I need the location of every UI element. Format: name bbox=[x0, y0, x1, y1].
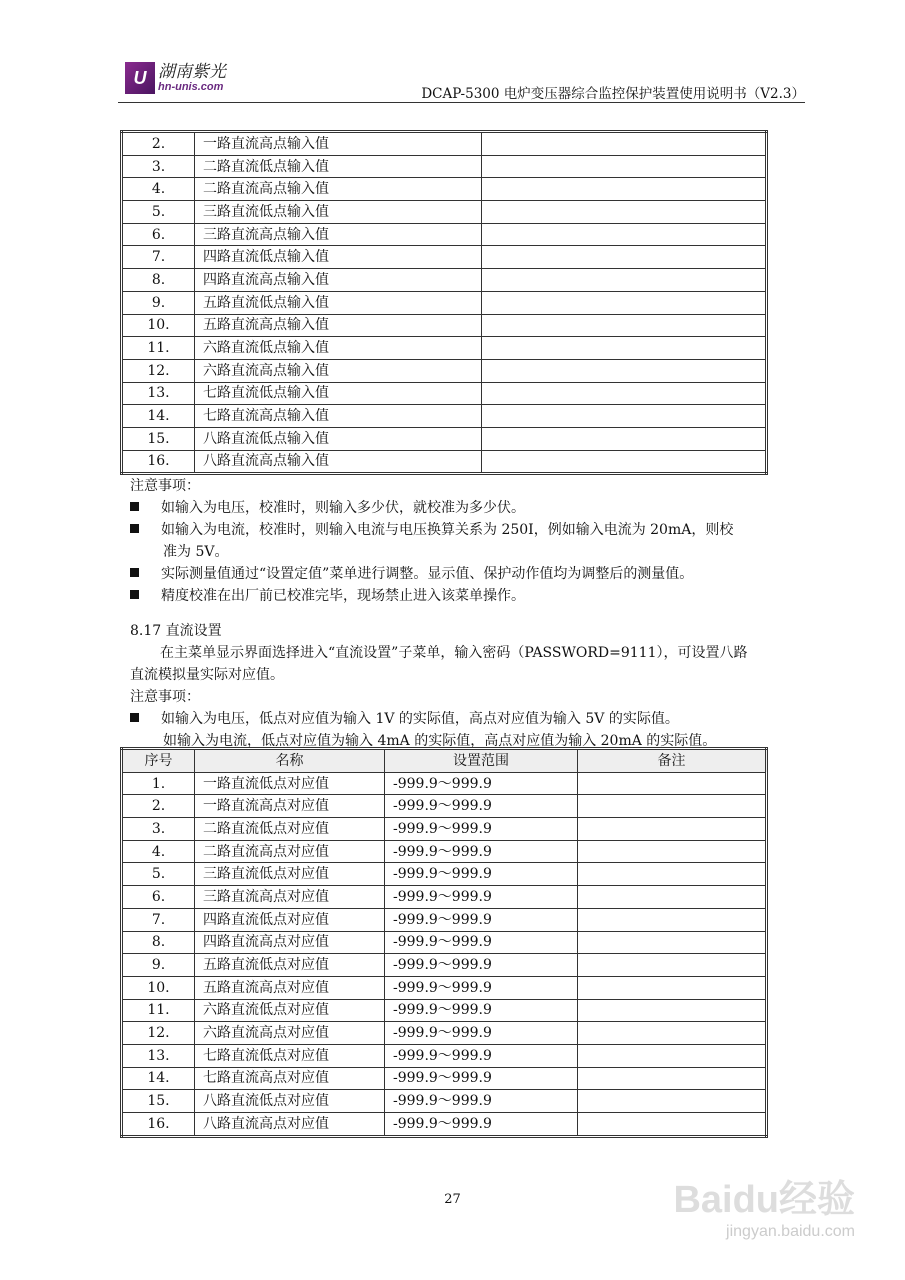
table-cell: -999.9～999.9 bbox=[385, 840, 578, 863]
table-cell: -999.9～999.9 bbox=[385, 772, 578, 795]
table-cell: 七路直流低点对应值 bbox=[195, 1044, 385, 1067]
table-cell: 四路直流高点输入值 bbox=[195, 269, 482, 292]
table-cell: 六路直流高点输入值 bbox=[195, 359, 482, 382]
table-cell: 一路直流高点输入值 bbox=[195, 132, 482, 156]
section-paragraph-cont: 直流模拟量实际对应值。 bbox=[130, 667, 284, 683]
table-cell: 11. bbox=[122, 337, 195, 360]
table-cell: -999.9～999.9 bbox=[385, 931, 578, 954]
section-heading: 8.17 直流设置 bbox=[130, 623, 222, 639]
table-cell bbox=[482, 132, 767, 156]
table-cell: 3. bbox=[122, 155, 195, 178]
logo-cn: 湖南紫光 bbox=[158, 62, 226, 82]
table-header-row bbox=[122, 749, 767, 773]
table-row bbox=[122, 1022, 767, 1045]
table-cell: 14. bbox=[122, 1067, 195, 1090]
bullet-icon bbox=[130, 502, 139, 511]
table-cell bbox=[482, 359, 767, 382]
table-cell bbox=[578, 954, 767, 977]
table-row bbox=[122, 931, 767, 954]
table-cell bbox=[482, 337, 767, 360]
table-cell: -999.9～999.9 bbox=[385, 863, 578, 886]
table-cell: -999.9～999.9 bbox=[385, 818, 578, 841]
table-cell: 五路直流低点输入值 bbox=[195, 291, 482, 314]
table-cell: 4. bbox=[122, 178, 195, 201]
note-item: 如输入为电压，校准时，则输入多少伏，就校准为多少伏。 bbox=[130, 497, 810, 519]
table-row bbox=[122, 886, 767, 909]
notes-title: 注意事项： bbox=[130, 689, 200, 705]
table-row bbox=[122, 337, 767, 360]
table-cell bbox=[578, 908, 767, 931]
header-divider bbox=[118, 102, 805, 103]
table-cell: -999.9～999.9 bbox=[385, 886, 578, 909]
table-cell: 9. bbox=[122, 291, 195, 314]
table-row bbox=[122, 976, 767, 999]
table-cell bbox=[578, 1044, 767, 1067]
table-cell: 八路直流高点对应值 bbox=[195, 1113, 385, 1137]
table-row bbox=[122, 291, 767, 314]
table-cell: 6. bbox=[122, 223, 195, 246]
table-cell: 三路直流低点对应值 bbox=[195, 863, 385, 886]
table-cell: 15. bbox=[122, 1090, 195, 1113]
table-cell: 7. bbox=[122, 908, 195, 931]
section-paragraph: 在主菜单显示界面选择进入“直流设置”子菜单，输入密码（PASSWORD=9111），可设置八路 bbox=[160, 645, 748, 661]
table-cell: 五路直流高点输入值 bbox=[195, 314, 482, 337]
logo-url: hn-unis.com bbox=[158, 81, 224, 93]
table-row bbox=[122, 1044, 767, 1067]
table-row bbox=[122, 954, 767, 977]
table-cell: -999.9～999.9 bbox=[385, 999, 578, 1022]
col-header: 备注 bbox=[578, 749, 767, 773]
table-cell bbox=[482, 223, 767, 246]
table-row bbox=[122, 223, 767, 246]
table-cell: 12. bbox=[122, 1022, 195, 1045]
table-row bbox=[122, 840, 767, 863]
table-cell: 三路直流高点输入值 bbox=[195, 223, 482, 246]
table-cell: -999.9～999.9 bbox=[385, 1090, 578, 1113]
table-row bbox=[122, 201, 767, 224]
table-row bbox=[122, 269, 767, 292]
note-item: 如输入为电压，低点对应值为输入 1V 的实际值，高点对应值为输入 5V 的实际值。 如输入为电流，低点对应值为输入 4mA 的实际值，高点对应值为输入 20mA 的实际值。 bbox=[130, 708, 810, 752]
table-cell: 八路直流低点对应值 bbox=[195, 1090, 385, 1113]
table-cell bbox=[482, 450, 767, 474]
table-cell: 6. bbox=[122, 886, 195, 909]
table-cell bbox=[578, 772, 767, 795]
table-cell: 二路直流低点输入值 bbox=[195, 155, 482, 178]
note-item: 实际测量值通过“设置定值”菜单进行调整。显示值、保护动作值均为调整后的测量值。 bbox=[130, 563, 810, 585]
table-cell: 14. bbox=[122, 405, 195, 428]
table-cell bbox=[578, 1090, 767, 1113]
table-cell: 六路直流低点对应值 bbox=[195, 999, 385, 1022]
table-cell: -999.9～999.9 bbox=[385, 976, 578, 999]
table-cell: 1. bbox=[122, 772, 195, 795]
table-row bbox=[122, 382, 767, 405]
table-row bbox=[122, 818, 767, 841]
table-row bbox=[122, 427, 767, 450]
table-cell: 八路直流低点输入值 bbox=[195, 427, 482, 450]
table-cell: -999.9～999.9 bbox=[385, 1022, 578, 1045]
table-cell: 四路直流低点对应值 bbox=[195, 908, 385, 931]
table-cell bbox=[578, 976, 767, 999]
table-row bbox=[122, 999, 767, 1022]
table-row bbox=[122, 246, 767, 269]
table-cell: 六路直流高点对应值 bbox=[195, 1022, 385, 1045]
table-cell: 13. bbox=[122, 1044, 195, 1067]
table-row bbox=[122, 1113, 767, 1137]
bullet-icon bbox=[130, 590, 139, 599]
table-row bbox=[122, 1067, 767, 1090]
table-cell bbox=[482, 382, 767, 405]
header-title: DCAP-5300 电炉变压器综合监控保护装置使用说明书（V2.3） bbox=[421, 86, 805, 102]
table-cell bbox=[578, 886, 767, 909]
table-row bbox=[122, 863, 767, 886]
col-header: 名称 bbox=[195, 749, 385, 773]
table-cell: 2. bbox=[122, 132, 195, 156]
table-cell: -999.9～999.9 bbox=[385, 795, 578, 818]
col-header: 设置范围 bbox=[385, 749, 578, 773]
table-cell bbox=[482, 405, 767, 428]
table-cell bbox=[482, 427, 767, 450]
table-cell bbox=[482, 246, 767, 269]
table-cell: 5. bbox=[122, 201, 195, 224]
table-cell: 二路直流高点对应值 bbox=[195, 840, 385, 863]
table-cell: 11. bbox=[122, 999, 195, 1022]
table-cell: 4. bbox=[122, 840, 195, 863]
table-row bbox=[122, 405, 767, 428]
table-cell: -999.9～999.9 bbox=[385, 908, 578, 931]
table-cell: 16. bbox=[122, 450, 195, 474]
dc-settings-table bbox=[120, 747, 768, 1138]
table-cell bbox=[578, 840, 767, 863]
table-cell: -999.9～999.9 bbox=[385, 1044, 578, 1067]
table-cell: 8. bbox=[122, 269, 195, 292]
table-cell: 12. bbox=[122, 359, 195, 382]
table-cell bbox=[578, 818, 767, 841]
bullet-icon bbox=[130, 524, 139, 533]
table-cell: 10. bbox=[122, 314, 195, 337]
table-cell: 一路直流低点对应值 bbox=[195, 772, 385, 795]
table-cell bbox=[482, 269, 767, 292]
table-cell bbox=[578, 931, 767, 954]
table-cell bbox=[578, 1067, 767, 1090]
calibration-table bbox=[120, 130, 768, 475]
table-cell: 2. bbox=[122, 795, 195, 818]
table-cell: 一路直流高点对应值 bbox=[195, 795, 385, 818]
table-row bbox=[122, 908, 767, 931]
table-cell bbox=[482, 155, 767, 178]
table-cell bbox=[482, 178, 767, 201]
bullet-icon bbox=[130, 568, 139, 577]
table-row bbox=[122, 155, 767, 178]
table-cell: 七路直流高点输入值 bbox=[195, 405, 482, 428]
table-cell: 10. bbox=[122, 976, 195, 999]
table-cell: 五路直流低点对应值 bbox=[195, 954, 385, 977]
table-cell: 八路直流高点输入值 bbox=[195, 450, 482, 474]
table-row bbox=[122, 795, 767, 818]
table-cell: 四路直流低点输入值 bbox=[195, 246, 482, 269]
watermark: Baidu经验 jingyan.baidu.com bbox=[673, 1179, 855, 1240]
table-row bbox=[122, 772, 767, 795]
table-cell: 四路直流高点对应值 bbox=[195, 931, 385, 954]
table-cell: 9. bbox=[122, 954, 195, 977]
table-cell: 15. bbox=[122, 427, 195, 450]
table-row bbox=[122, 450, 767, 474]
table-cell: 16. bbox=[122, 1113, 195, 1137]
company-logo bbox=[125, 62, 226, 94]
table-cell: 七路直流高点对应值 bbox=[195, 1067, 385, 1090]
table-cell: 二路直流高点输入值 bbox=[195, 178, 482, 201]
table-cell: 8. bbox=[122, 931, 195, 954]
table-cell bbox=[578, 1113, 767, 1137]
table-cell: 3. bbox=[122, 818, 195, 841]
note-item: 如输入为电流，校准时，则输入电流与电压换算关系为 250I，例如输入电流为 20mA，则校 准为 5V。 bbox=[130, 519, 810, 563]
table-row bbox=[122, 359, 767, 382]
table-cell: 七路直流低点输入值 bbox=[195, 382, 482, 405]
table-cell bbox=[578, 795, 767, 818]
note-item: 精度校准在出厂前已校准完毕，现场禁止进入该菜单操作。 bbox=[130, 585, 810, 607]
table-cell: 二路直流低点对应值 bbox=[195, 818, 385, 841]
table-cell bbox=[482, 314, 767, 337]
col-header: 序号 bbox=[122, 749, 195, 773]
table-cell: 三路直流高点对应值 bbox=[195, 886, 385, 909]
table-cell bbox=[578, 1022, 767, 1045]
table-cell: -999.9～999.9 bbox=[385, 954, 578, 977]
table-cell: 六路直流低点输入值 bbox=[195, 337, 482, 360]
bullet-icon bbox=[130, 713, 139, 722]
table-cell bbox=[578, 999, 767, 1022]
table-cell: 三路直流低点输入值 bbox=[195, 201, 482, 224]
table-cell: 7. bbox=[122, 246, 195, 269]
table-cell: -999.9～999.9 bbox=[385, 1067, 578, 1090]
table-cell bbox=[482, 201, 767, 224]
table-row bbox=[122, 1090, 767, 1113]
table-cell: 5. bbox=[122, 863, 195, 886]
table-cell: 13. bbox=[122, 382, 195, 405]
table-row bbox=[122, 132, 767, 156]
table-cell bbox=[578, 863, 767, 886]
page-number: 27 bbox=[444, 1192, 461, 1207]
table-row bbox=[122, 314, 767, 337]
notes-title: 注意事项： bbox=[130, 478, 200, 494]
table-cell: -999.9～999.9 bbox=[385, 1113, 578, 1137]
logo-mark-icon: U bbox=[125, 62, 155, 94]
table-cell: 五路直流高点对应值 bbox=[195, 976, 385, 999]
table-row bbox=[122, 178, 767, 201]
table-cell bbox=[482, 291, 767, 314]
